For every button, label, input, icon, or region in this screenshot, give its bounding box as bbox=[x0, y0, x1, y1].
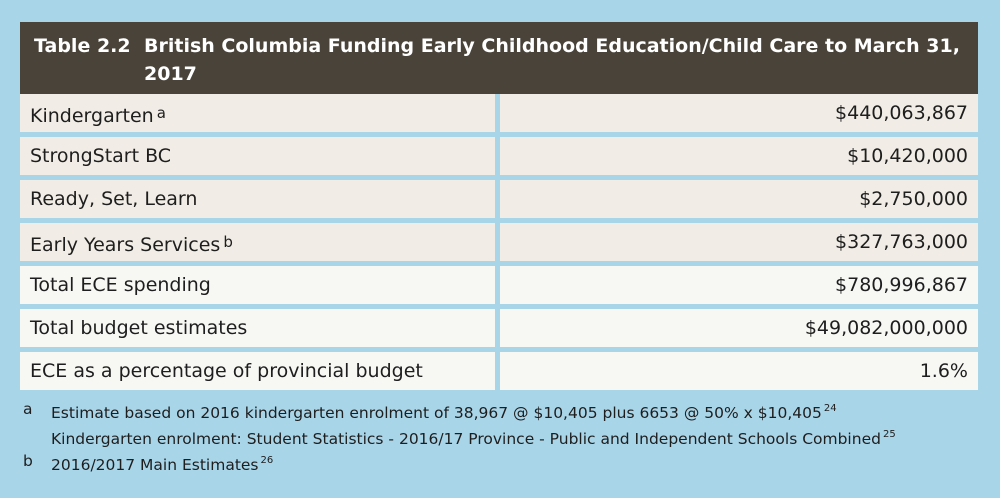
row-label-cell bbox=[20, 266, 495, 304]
row-value: 1.6% bbox=[500, 352, 978, 390]
table-row bbox=[20, 309, 978, 347]
row-label: Total budget estimates bbox=[30, 317, 248, 339]
row-label: Early Years Services bbox=[30, 234, 221, 256]
table-row bbox=[20, 94, 978, 132]
footnote-citation: 25 bbox=[882, 429, 896, 440]
row-value: $327,763,000 bbox=[500, 223, 978, 261]
footnote-marker: a bbox=[23, 400, 33, 418]
footnote-citation: 26 bbox=[260, 455, 274, 466]
footnote-marker bbox=[20, 424, 51, 450]
row-label: Ready, Set, Learn bbox=[30, 188, 198, 210]
row-label-cell bbox=[20, 309, 495, 347]
row-label-cell bbox=[20, 94, 495, 132]
table-row bbox=[20, 137, 978, 175]
row-value: $440,063,867 bbox=[500, 94, 978, 132]
row-value: $10,420,000 bbox=[500, 137, 978, 175]
row-value: $780,996,867 bbox=[500, 266, 978, 304]
table-panel bbox=[20, 22, 978, 476]
footnote bbox=[20, 398, 978, 424]
table-body bbox=[20, 94, 978, 390]
table-header bbox=[20, 22, 978, 94]
row-label: Total ECE spending bbox=[30, 274, 211, 296]
row-label-cell bbox=[20, 352, 495, 390]
row-label: Kindergarten bbox=[30, 105, 154, 127]
row-value: $2,750,000 bbox=[500, 180, 978, 218]
footnote-text: Estimate based on 2016 kindergarten enrolment of 38,967 @ $10,405 plus 6653 @ 50% x $10,405 bbox=[51, 404, 822, 422]
table-number: Table 2.2 bbox=[34, 35, 131, 57]
row-label-cell bbox=[20, 137, 495, 175]
table-title: British Columbia Funding Early Childhood Education/Child Care to March 31, 2017 bbox=[144, 35, 960, 85]
footnote-citation: 24 bbox=[823, 403, 837, 414]
table-row bbox=[20, 223, 978, 261]
row-label-cell bbox=[20, 223, 495, 261]
footnote bbox=[20, 450, 978, 476]
row-label: StrongStart BC bbox=[30, 145, 172, 167]
table-row bbox=[20, 180, 978, 218]
row-footnote-ref: a bbox=[156, 104, 166, 122]
footnote-marker: b bbox=[23, 452, 33, 470]
row-label-cell bbox=[20, 180, 495, 218]
table-row bbox=[20, 266, 978, 304]
row-footnote-ref: b bbox=[223, 233, 233, 251]
row-value: $49,082,000,000 bbox=[500, 309, 978, 347]
footnote bbox=[20, 424, 978, 450]
footnote-text: 2016/2017 Main Estimates bbox=[51, 456, 259, 474]
footnote-text: Kindergarten enrolment: Student Statistics - 2016/17 Province - Public and Independent Schools Combined bbox=[51, 430, 881, 448]
row-label: ECE as a percentage of provincial budget bbox=[30, 360, 423, 382]
footnotes bbox=[20, 398, 978, 476]
table-row bbox=[20, 352, 978, 390]
